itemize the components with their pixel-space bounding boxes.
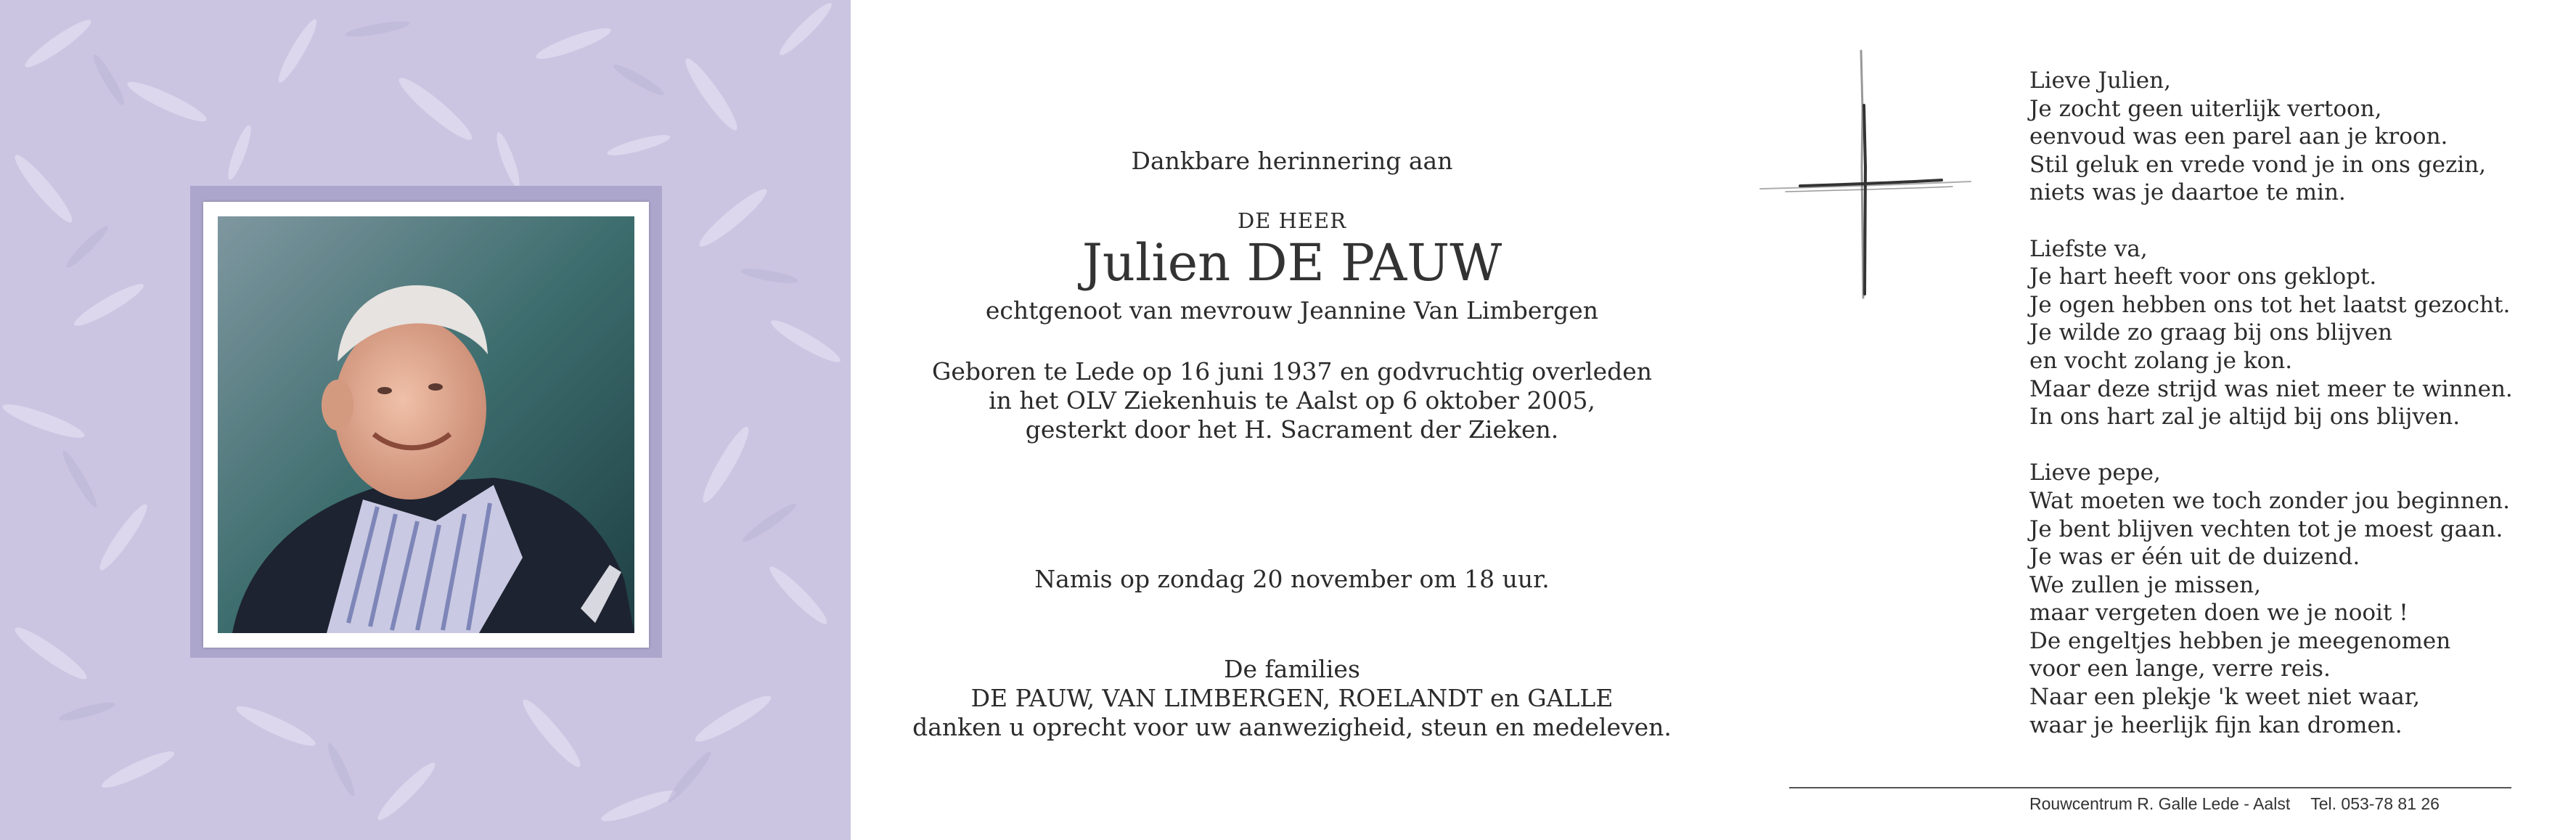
families-line: danken u oprecht voor uw aanwezigheid, steun en medeleven. [912,713,1672,741]
poem-line: Stil geluk en vrede vond je in ons gezin, [2029,151,2487,178]
poem-line: De engeltjes hebben je meegenomen [2029,627,2451,654]
poem-line: We zullen je missen, [2029,571,2261,598]
poem-line: Je was er één uit de duizend. [2029,544,2360,571]
poem-line: Lieve Julien, [2029,68,2171,94]
birth-death-block [900,357,1684,444]
cross-icon [1757,44,1974,319]
footer-divider [1789,787,2511,788]
memorial-text [900,0,1684,840]
families-line: De families [1224,655,1360,683]
poem-stanza [2029,459,2552,739]
decorative-panel [0,0,851,840]
poem-line: Je zocht geen uiterlijk vertoon, [2029,95,2382,122]
poem-line: Wat moeten we toch zonder jou beginnen. [2029,487,2510,514]
birth-death-line: Geboren te Lede op 16 juni 1937 en godvruchtig overleden [931,357,1653,386]
poem-stanza [2029,235,2552,431]
poem-line: Je hart heeft voor ons geklopt. [2029,264,2377,290]
poem-line: niets was je daartoe te min. [2029,179,2346,206]
birth-death-line: gesterkt door het H. Sacrament der Zieken. [1025,415,1559,444]
families-block [900,655,1684,742]
poem-line: en vocht zolang je kon. [2029,347,2293,374]
portrait-photo [218,216,634,633]
spouse-line: echtgenoot van mevrouw Jeannine Van Limbergen [985,296,1599,325]
poem-line: Je ogen hebben ons tot het laatst gezocht. [2029,291,2511,318]
families-line: DE PAUW, VAN LIMBERGEN, ROELANDT en GALLE [970,684,1614,712]
poem-line: Je bent blijven vechten tot je moest gaan. [2029,515,2503,542]
poem-line: voor een lange, verre reis. [2029,656,2331,682]
poem [2029,67,2552,767]
honorific: DE HEER [1237,208,1347,233]
phone-number: Tel. 053-78 81 26 [2310,794,2440,813]
poem-line: Je wilde zo graag bij ons blijven [2029,319,2392,346]
poem-line: eenvoud was een parel aan je kroon. [2029,123,2448,150]
portrait-illustration [218,216,634,633]
poem-line: Naar een plekje 'k weet niet waar, [2029,684,2420,711]
mass-notice: Namis op zondag 20 november om 18 uur. [1034,565,1550,593]
footer [2029,793,2552,815]
poem-stanza [2029,67,2552,207]
poem-line: Liefste va, [2029,235,2148,262]
funeral-home-name: Rouwcentrum R. Galle Lede - Aalst [2029,794,2291,813]
deceased-name: Julien DE PAUW [1081,233,1502,293]
poem-line: waar je heerlijk fijn kan dromen. [2029,711,2403,738]
poem-line: Lieve pepe, [2029,460,2161,486]
photo-frame [203,202,649,648]
intro-text: Dankbare herinnering aan [1131,147,1453,175]
poem-line: maar vergeten doen we je nooit ! [2029,600,2408,627]
birth-death-line: in het OLV Ziekenhuis te Aalst op 6 oktober 2005, [989,386,1595,415]
poem-line: In ons hart zal je altijd bij ons blijven. [2029,404,2461,431]
poem-line: Maar deze strijd was niet meer te winnen. [2029,375,2513,402]
